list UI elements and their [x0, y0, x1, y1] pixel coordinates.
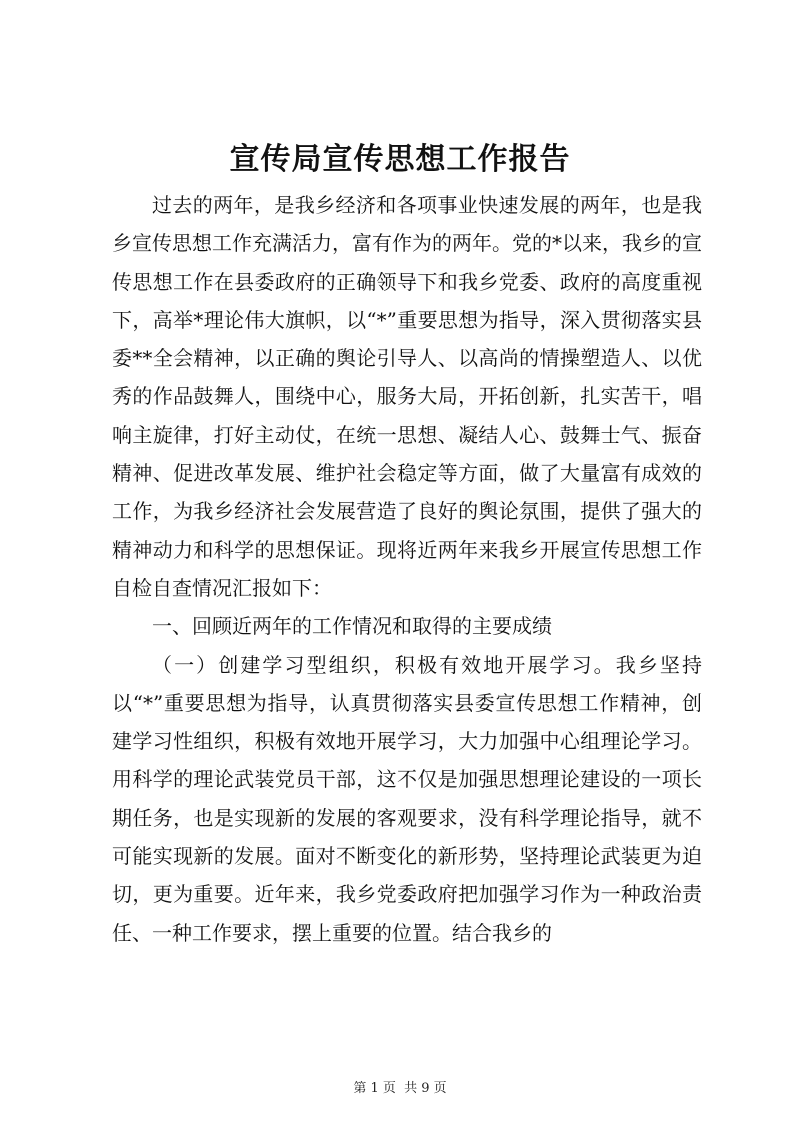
page-total: 共 9 页 [404, 1081, 447, 1096]
footer-separator [396, 1081, 404, 1096]
section-heading: 一、回顾近两年的工作情况和取得的主要成绩 [152, 614, 552, 639]
document-title: 宣传局宣传思想工作报告 [229, 142, 571, 177]
paragraph-intro: 过去的两年，是我乡经济和各项事业快速发展的两年，也是我乡宣传思想工作充满活力，富有作为的两年。党的*以来，我乡的宣传思想工作在县委政府的正确领导下和我乡党委、政府的高度重视下，高举*理论伟大旗帜，以“*”重要思想为指导，深入贯彻落实县委**全会精神，以正确的舆论引导人、以高尚的情操塑造人、以优秀的作品鼓舞人，围绕中心，服务大局，开拓创新，扎实苦干，唱响主旋律，打好主动仗，在统一思想、凝结人心、鼓舞士气、振奋精神、促进改革发展、维护社会稳定等方面，做了大量富有成效的工作，为我乡经济社会发展营造了良好的舆论氛围，提供了强大的精神动力和科学的思想保证。现将近两年来我乡开展宣传思想工作自检自查情况汇报如下： [112, 193, 702, 600]
paragraph-subsection-1: （一）创建学习型组织，积极有效地开展学习。我乡坚持以“*”重要思想为指导，认真贯彻落实县委宣传思想工作精神，创建学习性组织，积极有效地开展学习，大力加强中心组理论学习。用科学的理论武装党员干部，这不仅是加强思想理论建设的一项长期任务，也是实现新的发展的客观要求，没有科学理论指导，就不可能实现新的发展。面对不断变化的新形势，坚持理论武装更为迫切，更为重要。近年来，我乡党委政府把加强学习作为一种政治责任、一种工作要求，摆上重要的位置。结合我乡的 [112, 652, 702, 945]
page-number: 第 1 页 [353, 1081, 396, 1096]
page-footer [0, 1080, 800, 1098]
document-body [112, 186, 702, 952]
